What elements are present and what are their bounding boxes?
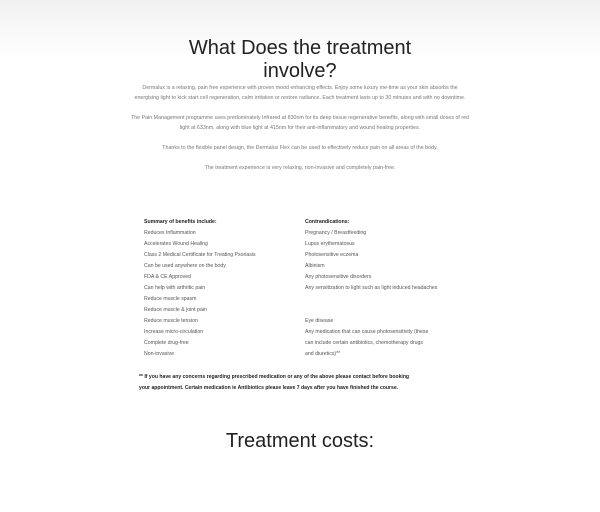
list-item: Lupus erythematosus	[305, 241, 355, 247]
list-item: Pregnancy / Breastfeeding	[305, 230, 367, 236]
benefits-list	[144, 217, 294, 360]
list-item: Accelerates Wound Healing	[144, 241, 208, 247]
list-item: Any sensitization to light such as light induced headaches	[305, 285, 438, 291]
list-item: Can be used anywhere on the body	[144, 263, 226, 269]
list-item: Reduce muscle & joint pain	[144, 307, 207, 313]
list-spacer	[305, 294, 465, 305]
list-spacer	[305, 305, 465, 316]
list-item: Any medication that can cause photosensitivity (these	[305, 329, 429, 335]
intro-paragraph: Dermalux is a relaxing, pain free experience with proven mood enhancing effects. Enjoy some luxury me-time as your skin absorbs the energising light to kick start cell regeneration, calm irritation or restore radiance. Each treatment lasts up to 30 minutes and with no downtime.	[134, 85, 466, 101]
list-item: Reduce muscle tension	[144, 318, 198, 324]
list-item: Reduce muscle spasm	[144, 296, 197, 302]
treatment-heading-line2: involve?	[263, 60, 337, 82]
intro-paragraph: Thanks to the flexible panel design, the Dermalux Flex can be used to effectively reduce pain on all areas of the body.	[162, 145, 438, 151]
treatment-costs-heading: Treatment costs:	[225, 430, 375, 452]
list-item: Class 2 Medical Certificate for Treating Psoriasis	[144, 252, 256, 258]
intro-text	[130, 83, 470, 183]
list-item: Eye disease	[305, 318, 334, 324]
benefits-title: Summary of benefits include:	[144, 219, 217, 225]
list-item: Albinism	[305, 263, 325, 269]
list-item: Complete drug-free	[144, 340, 189, 346]
list-item: Photosensitive eczema	[305, 252, 359, 258]
medication-note-line1: ** If you have any concerns regarding prescribed medication or any of the above please contact before booking	[139, 374, 410, 380]
list-item: Non-invasive	[144, 351, 174, 357]
list-item: Reduces Inflammation	[144, 230, 196, 236]
intro-paragraph: The treatment experience is very relaxing, non-invasive and completely pain-free.	[204, 165, 396, 171]
treatment-heading	[0, 37, 600, 83]
list-item: FDA & CE Approved	[144, 274, 191, 280]
list-item: Any photosensitive disorders	[305, 274, 372, 280]
intro-paragraph: The Pain Management programme uses predominately Infrared at 830nm for its deep tissue regenerative benefits, along with small doses of red light at 633nm, along with blue light at 415nm for their anti-inflammatory and wound healing properties.	[130, 115, 469, 131]
treatment-heading-line1: What Does the treatment	[188, 37, 412, 59]
list-item: can include certain antibiotics, chemotherapy drugs	[305, 340, 423, 346]
contraindications-title: Contrandications:	[305, 219, 350, 225]
medication-note-line2: your appointment. Certain medication ie Antibiotics please leave 7 days after you have finished the course.	[139, 385, 399, 391]
contraindications-list	[305, 217, 465, 360]
medication-note	[139, 372, 469, 394]
list-item: Can help with arthritic pain	[144, 285, 206, 291]
list-item: and diuretics)**	[305, 351, 341, 357]
list-item: Increase micro-circulation	[144, 329, 204, 335]
